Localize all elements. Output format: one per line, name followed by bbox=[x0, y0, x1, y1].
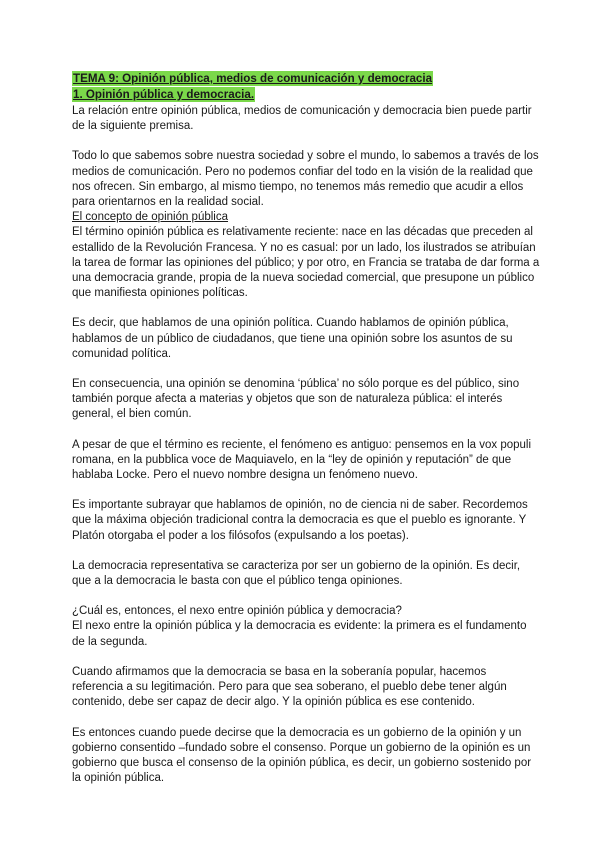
paragraph-8: Cuando afirmamos que la democracia se basa en la soberanía popular, hacemos referencia a su legitimación. Pero para que sea soberano, el pueblo debe tener algún contenido, debe ser capaz de decir algo. Y la opinión pública es ese contenido. bbox=[72, 665, 507, 709]
intro-paragraph: La relación entre opinión pública, medios de comunicación y democracia bien puede partir de la siguiente premisa. bbox=[72, 105, 532, 133]
paragraph-9: Es entonces cuando puede decirse que la democracia es un gobierno de la opinión y un gobierno consentido –fundado sobre el consenso. Porque un gobierno de la opinión es un gobierno que busca el consenso de la opinión pública, es decir, un gobierno sostenido por la opinión pública. bbox=[72, 726, 532, 785]
document-title: TEMA 9: Opinión pública, medios de comunicación y democracia bbox=[73, 72, 433, 85]
paragraph-3: En consecuencia, una opinión se denomina ‘pública’ no sólo porque es del público, sino también porque afecta a materias y objetos que son de naturaleza pública: el interés general, el bien común. bbox=[72, 378, 520, 421]
paragraph-2: Es decir, que hablamos de una opinión política. Cuando hablamos de opinión pública, hablamos de un público de ciudadanos, que tiene una opinión sobre los asuntos de su comunidad política. bbox=[72, 317, 513, 360]
paragraph-5: Es importante subrayar que hablamos de opinión, no de ciencia ni de saber. Recordemos que la máxima objeción tradicional contra la democracia es que el pueblo es ignorante. Y Platón otorgaba el poder a los filósofos (expulsando a los poetas). bbox=[72, 499, 528, 542]
paragraph-4: A pesar de que el término es reciente, el fenómeno es antiguo: pensemos en la vox populi romana, en la pubblica voce de Maquiavelo, en la “ley de opinión y reputación” de que hablaba Locke. Pero el nuevo nombre designa un fenómeno nuevo. bbox=[72, 438, 532, 482]
paragraph-1: El término opinión pública es relativamente reciente: nace en las décadas que preceden al estallido de la Revolución Francesa. Y no es casual: por un lado, los ilustrados se atribuían la tarea de formar las opiniones del público; y por otro, en Francia se trataba de dar forma a una democracia grande, propia de la nueva sociedad comercial, que presupone un público que manifiesta opiniones políticas. bbox=[72, 226, 540, 300]
section-title: 1. Opinión pública y democracia. bbox=[73, 88, 255, 101]
question-line: ¿Cuál es, entonces, el nexo entre opinión pública y democracia? bbox=[72, 605, 402, 618]
paragraph-6: La democracia representativa se caracteriza por ser un gobierno de la opinión. Es decir, que a la democracia le basta con que el público tenga opiniones. bbox=[72, 559, 521, 588]
paragraph-7: El nexo entre la opinión pública y la democracia es evidente: la primera es el fundamento de la segunda. bbox=[72, 620, 527, 648]
subheading-concept: El concepto de opinión pública bbox=[72, 211, 229, 224]
title-block bbox=[72, 70, 540, 102]
premise-paragraph: Todo lo que sabemos sobre nuestra sociedad y sobre el mundo, lo sabemos a través de los medios de comunicación. Pero no podemos confiar del todo en la visión de la realidad que nos ofrecen. Sin embargo, al mismo tiempo, no tenemos más remedio que acudir a ellos para orientarnos en la realidad social. bbox=[72, 150, 539, 209]
